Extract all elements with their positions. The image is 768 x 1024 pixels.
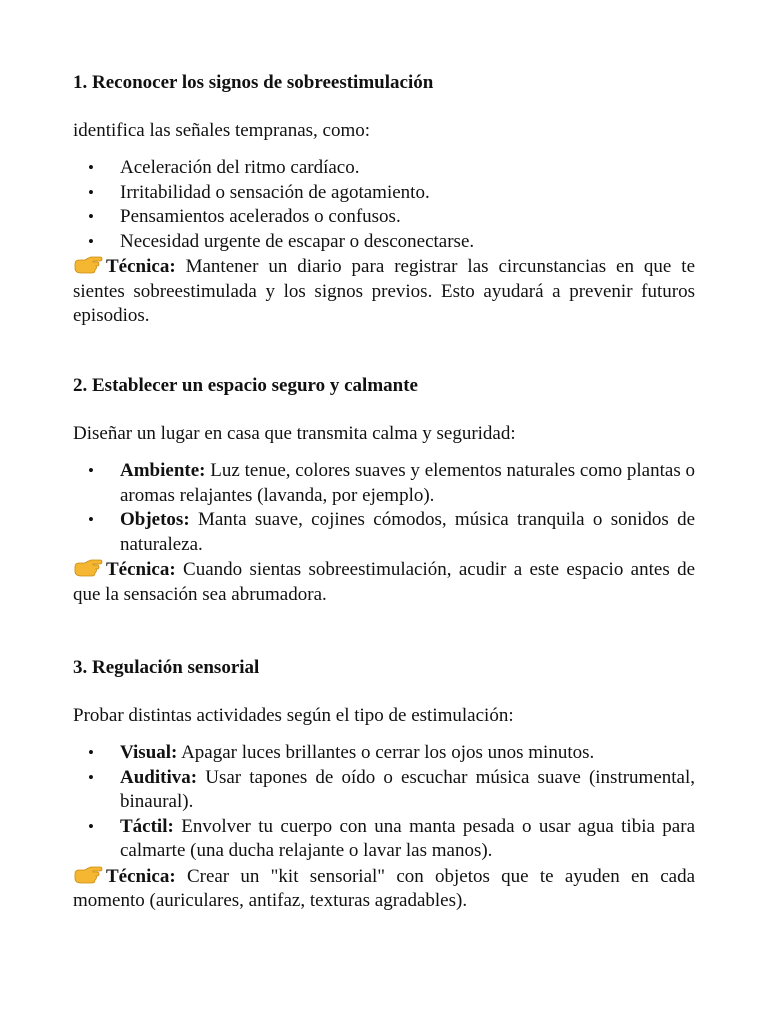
item-text: Apagar luces brillantes o cerrar los ojos unos minutos. — [181, 742, 595, 763]
bullet-icon: • — [88, 461, 94, 480]
list-item — [73, 156, 695, 181]
section-heading: 3. Regulación sensorial — [73, 657, 260, 678]
section-heading: 2. Establecer un espacio seguro y calmante — [73, 375, 418, 396]
item-text: Pensamientos acelerados o confusos. — [120, 206, 401, 227]
tecnica-text: Mantener un diario para registrar las circunstancias en que te sientes sobreestimulada y los signos previos. Esto ayudará a prevenir futuros episodios. — [73, 256, 696, 326]
section-signos — [73, 71, 695, 329]
section-heading: 1. Reconocer los signos de sobreestimulación — [73, 72, 434, 93]
pointing-hand-icon — [73, 865, 103, 885]
pointing-hand-icon — [73, 255, 103, 275]
tecnica-label: Técnica: — [106, 559, 176, 580]
list-item — [73, 181, 695, 206]
section-intro: Probar distintas actividades según el tipo de estimulación: — [73, 704, 514, 726]
bullet-icon: • — [88, 231, 94, 251]
list-item — [73, 205, 695, 230]
list-item — [73, 766, 695, 815]
item-label: Objetos: — [120, 509, 190, 530]
section-intro: Diseñar un lugar en casa que transmita calma y seguridad: — [73, 422, 516, 444]
list-item — [73, 230, 695, 255]
bullet-icon: • — [88, 158, 94, 177]
tecnica-label: Técnica: — [106, 865, 176, 887]
item-label: Ambiente: — [120, 460, 206, 481]
bullet-icon: • — [88, 743, 94, 762]
section-regulacion-sensorial — [73, 656, 695, 914]
bullet-icon: • — [88, 816, 94, 836]
bullet-list — [73, 741, 695, 864]
item-label: Táctil: — [120, 815, 174, 837]
bullet-icon: • — [88, 767, 94, 787]
bullet-list — [73, 459, 695, 557]
tecnica-paragraph — [73, 255, 695, 329]
item-text: Necesidad urgente de escapar o desconectarse. — [120, 230, 475, 252]
list-item — [73, 459, 695, 508]
list-item — [73, 815, 695, 864]
item-text: Luz tenue, colores suaves y elementos naturales como plantas o aromas relajantes (lavanda, por ejemplo). — [120, 460, 696, 506]
bullet-icon: • — [88, 510, 94, 529]
section-intro: identifica las señales tempranas, como: — [73, 119, 371, 141]
item-text: Irritabilidad o sensación de agotamiento. — [120, 181, 430, 203]
pointing-hand-icon — [73, 558, 103, 578]
tecnica-text: Crear un "kit sensorial" con objetos que te ayuden en cada momento (auriculares, antifaz, texturas agradables). — [73, 865, 695, 911]
item-text: Usar tapones de oído o escuchar música suave (instrumental, binaural). — [120, 766, 696, 812]
tecnica-label: Técnica: — [106, 256, 176, 277]
section-espacio-seguro — [73, 374, 695, 607]
tecnica-text: Cuando sientas sobreestimulación, acudir a este espacio antes de que la sensación sea abrumadora. — [73, 559, 696, 605]
tecnica-paragraph — [73, 865, 695, 914]
bullet-list — [73, 156, 695, 254]
list-item — [73, 508, 695, 557]
item-label: Auditiva: — [120, 766, 198, 788]
item-text: Envolver tu cuerpo con una manta pesada o usar agua tibia para calmarte (una ducha relajante o lavar las manos). — [120, 815, 695, 861]
bullet-icon: • — [88, 207, 94, 226]
item-label: Visual: — [120, 742, 178, 763]
list-item — [73, 741, 695, 766]
item-text: Manta suave, cojines cómodos, música tranquila o sonidos de naturaleza. — [120, 509, 695, 555]
item-text: Aceleración del ritmo cardíaco. — [120, 157, 360, 178]
bullet-icon: • — [88, 182, 94, 202]
tecnica-paragraph — [73, 558, 695, 607]
